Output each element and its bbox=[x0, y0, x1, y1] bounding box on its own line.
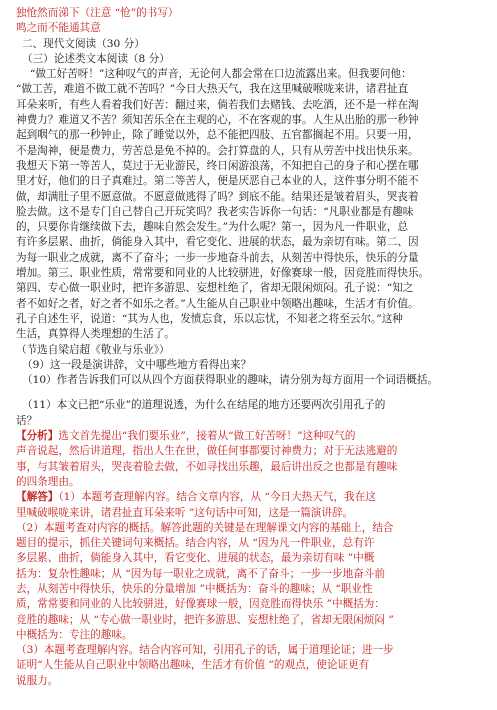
article-source: （节选自梁启超《敬业与乐业》） bbox=[16, 343, 170, 356]
header-line-2: 鸣之而不能通其意 bbox=[16, 22, 101, 35]
answer-line: 证明“人生能从自己职业中领略出趣味，生活才有价值 ”的观点，使论证更有 bbox=[16, 659, 370, 672]
answer-line: （1）本题考查理解内容。结合文章内容，从 “今日大热天气，我在这 bbox=[58, 491, 376, 504]
analysis-line: 的四条理由。 bbox=[16, 475, 80, 488]
article-line: 耳朵来听，有些人看着我们好苦：翻过来，倘若我们去赌钱、去吃酒，还不是一样在淘 bbox=[16, 98, 419, 111]
analysis-block bbox=[16, 429, 483, 490]
answer-line: 说服力。 bbox=[16, 674, 59, 687]
analysis-line: 声音说起，然后讲道理，指出人生在世，做任何事都要讨神费力；对于无法逃避的 bbox=[16, 445, 398, 458]
article-line: 有许多层累、曲折，倘能身入其中，看它变化、进展的状态，最为亲切有味。第二、因 bbox=[16, 236, 419, 249]
header-line-1: 独怆然而涕下（注意 “怆”的书写） bbox=[16, 7, 179, 19]
article-line: 做，却满肚子里不愿意做。不愿意做逃得了吗？到底不能。结果还是皱着眉头，哭丧着 bbox=[16, 190, 419, 203]
article-line: 不是淘神，便是费力，劳苦总是免不掉的。会打算盘的人，只有从劳苦中找出快乐来。 bbox=[16, 144, 419, 157]
answer-line: 里喊破喉咙来讲，诸君扯直耳朵来听 ”这句话中可知，这是一篇演讲辞。 bbox=[16, 506, 354, 519]
article-line: 第四、专心做一职业时，把许多游思、妄想杜绝了，省却无限闲烦闷。孔子说：“知之 bbox=[16, 282, 414, 295]
answer-line: 质，常常要和同业的人比较骈进，好像赛球一般，因竞胜而得快乐 ”中概括为： bbox=[16, 598, 385, 611]
answer-tag: 【解答】 bbox=[16, 491, 59, 504]
article-line: “做工苦，难道不做工就不苦吗？”今日大热天气，我在这里喊破喉咙来讲，诸君扯直 bbox=[16, 83, 409, 96]
article-body bbox=[16, 67, 483, 342]
answer-block bbox=[16, 490, 483, 689]
answer-line: 中概括为：专注的趣味。 bbox=[16, 628, 133, 641]
section-heading: 二、现代文阅读（30 分） bbox=[22, 37, 145, 50]
article-line: 我想天下第一等苦人，莫过于无业游民，终日闲游浪荡，不知把自己的身子和心摆在哪 bbox=[16, 159, 419, 172]
article-line: 起到咽气的那一秒钟止，除了睡觉以外，总不能把四肢、五官都搁起不用。只要一用， bbox=[16, 129, 419, 142]
analysis-line: 事，与其皱着眉头，哭丧着脸去做，不如寻找出乐趣，最后讲出反之也都是有趣味 bbox=[16, 460, 398, 473]
question-11-line: （11）本文已把“乐业”的道理说透，为什么在结尾的地方还要两次引用孔子的 bbox=[22, 399, 386, 412]
answer-line: 题目的提示，抓住关键词句来概括。结合内容，从 “因为凡一件职业，总有许 bbox=[16, 537, 375, 550]
answer-line: （2）本题考查对内容的概括。解答此题的关键是在理解课文内容的基础上，结合 bbox=[16, 521, 394, 534]
answer-line: 多层累、曲折，倘能身入其中，看它变化、进展的状态，最为亲切有味 ”中概 bbox=[16, 552, 375, 565]
answer-line: 括为：复杂性趣味；从 “因为每一职业之成就，离不了奋斗；一步一步地奋斗前 bbox=[16, 567, 385, 580]
answer-line: （3）本题考查理解内容。结合内容可知，引用孔子的话，属于道理论证；进一步 bbox=[16, 644, 394, 657]
answer-line: 竞胜的趣味；从 “专心做一职业时，把许多游思、妄想杜绝了，省却无限闲烦闷 ” bbox=[16, 613, 394, 626]
answer-line: 去，从刻苦中得快乐，快乐的分量增加 ”中概括为：奋斗的趣味；从 “职业性 bbox=[16, 582, 373, 595]
question-11-line: 话？ bbox=[16, 414, 38, 427]
analysis-tag: 【分析】 bbox=[16, 430, 59, 443]
article-line: 里才好，他们的日子真难过。第二等苦人，便是厌恶自己本业的人，这件事分明不能不 bbox=[16, 175, 419, 188]
analysis-line: 选文首先提出“我们要乐业”，接着从“做工好苦呀！”这种叹气的 bbox=[58, 430, 356, 443]
subsection-heading: （三）论述类文本阅读（8 分） bbox=[22, 52, 170, 65]
article-line: 孔子自述生平，说道：“其为人也，发愤忘食，乐以忘忧，不知老之将至云尔。”这种 bbox=[16, 312, 403, 325]
article-line: 增加。第三、职业性质，常常要和同业的人比较骈进，好像赛球一般，因竞胜而得快乐。 bbox=[16, 267, 430, 280]
article-line: 的，只要你肯继续做下去，趣味自然会发生。”为什么呢？第一，因为凡一件职业，总 bbox=[16, 221, 409, 234]
article-line: “做工好苦呀！”这种叹气的声音，无论何人都会常在口边流露出来。但我要问他： bbox=[30, 68, 412, 81]
article-line: 神费力？难道又不苦？须知苦乐全在主观的心，不在客观的事。人生从出胎的那一秒钟 bbox=[16, 114, 419, 127]
question-9: （9）这一段是演讲辞，文中哪些地方看得出来？ bbox=[22, 358, 252, 371]
article-line: 者不如好之者，好之者不如乐之者。”人生能从自己职业中领略出趣味，生活才有价值。 bbox=[16, 297, 419, 310]
article-line: 为每一职业之成就，离不了奋斗；一步一步地奋斗前去，从刻苦中得快乐，快乐的分量 bbox=[16, 251, 419, 264]
question-10: （10）作者告诉我们可以从四个方面获得职业的趣味，请分别为每方面用一个词语概括。 bbox=[22, 374, 439, 387]
article-line: 脸去做。这不是专门自己替自己开玩笑吗？我老实告诉你一句话：“凡职业都是有趣味 bbox=[16, 205, 414, 218]
article-line: 生活，真算得人类理想的生活了。 bbox=[16, 328, 175, 341]
